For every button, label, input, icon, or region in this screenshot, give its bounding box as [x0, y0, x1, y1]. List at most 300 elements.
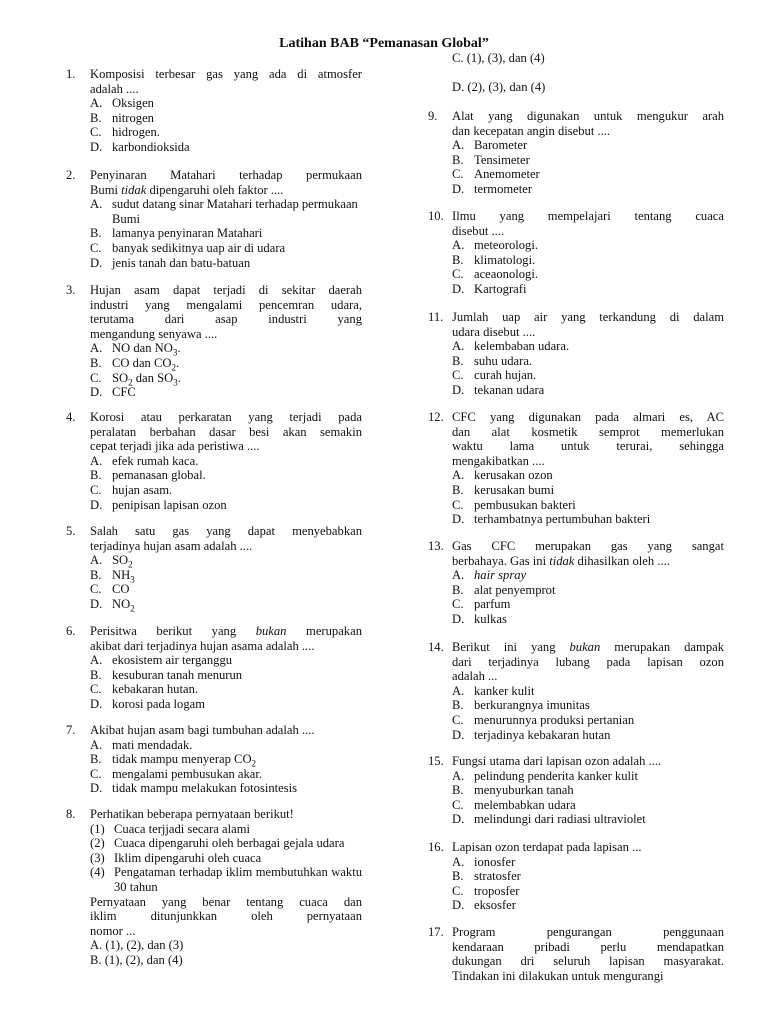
question-item [66, 807, 362, 968]
option-letter: B. [452, 698, 464, 713]
option-letter: D. [90, 139, 103, 154]
text-line: akibat dari terjadinya hujan asama adalah .... [90, 638, 315, 653]
answer-option [90, 597, 362, 612]
answer-option: D. (2), (3), dan (4) [452, 80, 546, 94]
option-text: Tensimeter [474, 152, 530, 167]
question-number: 16. [428, 840, 444, 854]
option-text: tidak mampu menyerap $CO_2$ [112, 752, 257, 769]
option-letter: A. [452, 138, 465, 153]
question-number: 1. [66, 67, 76, 81]
option-text: kebakaran hutan. [112, 682, 199, 697]
answer-option [452, 698, 724, 713]
question-text [452, 925, 724, 983]
statement-text: Pengataman terhadap iklim membutuhkan waktu 30 tahun [114, 865, 362, 894]
option-letter: B. [90, 667, 102, 682]
text-line: Salah satu gas yang dapat menyebabkan [90, 524, 362, 538]
option-text: lamanya penyinaran Matahari [112, 226, 263, 241]
statement-text: Cuaca terjjadi secara alami [114, 821, 251, 836]
answer-option [90, 197, 362, 226]
option-text: karbondioksida [112, 139, 190, 154]
option-letter: C. [90, 766, 102, 781]
question-number: 17. [428, 925, 444, 939]
option-text: menyuburkan tanah [474, 783, 574, 798]
option-text: Oksigen [112, 96, 154, 111]
question-number: 8. [66, 807, 76, 821]
option-text: aceaonologi. [474, 267, 538, 282]
option-list [452, 855, 724, 913]
option-letter: A. [452, 339, 465, 354]
text-line: mengandung senyawa .... [90, 326, 218, 341]
question-item [66, 723, 362, 796]
option-text: troposfer [474, 883, 520, 898]
question-stem [428, 925, 724, 983]
question-stem [428, 109, 724, 138]
option-text: alat penyemprot [474, 582, 556, 597]
option-text: sudut datang sinar Matahari terhadap permukaan Bumi [112, 197, 358, 226]
answer-option [452, 238, 724, 253]
text-line: dukungan dri seluruh lapisan masyarakat. [452, 954, 724, 969]
question-stem [66, 67, 362, 96]
option-letter: D. [90, 696, 103, 711]
option-text: suhu udara. [474, 353, 533, 368]
option-list [90, 653, 362, 711]
option-letter: A. [90, 453, 103, 468]
question-text [452, 209, 724, 238]
option-letter: B. [452, 869, 464, 884]
option-text: tidak mampu melakukan fotosintesis [112, 781, 298, 796]
answer-option [452, 339, 724, 354]
option-text: termometer [474, 181, 533, 196]
question-item [428, 925, 724, 983]
option-text: tekanan udara [474, 382, 545, 397]
statement-number: (3) [90, 850, 105, 865]
question-text [90, 410, 362, 454]
answer-option [90, 96, 362, 111]
answer-option [90, 341, 362, 356]
option-letter: C. [90, 370, 102, 385]
text-line: Perhatikan beberapa pernyataan berikut! [90, 807, 294, 821]
option-list [90, 341, 362, 399]
question-text [452, 840, 724, 855]
answer-option: B. (1), (2), dan (4) [90, 952, 183, 967]
option-text: NO dan $NO_3$. [112, 341, 181, 358]
option-text: jenis tanah dan batu-batuan [112, 255, 251, 270]
statement-number: (4) [90, 865, 105, 880]
answer-option [452, 869, 724, 884]
text-line: mengakibatkan .... [452, 453, 545, 468]
question-number: 11. [428, 310, 444, 324]
option-text: ekosistem air terganggu [112, 653, 233, 668]
option-letter: C. [452, 267, 464, 282]
option-list [452, 339, 724, 397]
question-text [90, 723, 362, 738]
text-line: CFC yang digunakan pada almari es, AC [452, 410, 724, 424]
option-letter: C. [452, 597, 464, 612]
question-item [66, 168, 362, 270]
question-number: 2. [66, 168, 76, 182]
option-letter: C. [452, 797, 464, 812]
option-text: banyak sedikitnya uap air di udara [112, 240, 286, 255]
answer-option [452, 597, 724, 612]
option-letter: B. [452, 152, 464, 167]
option-text: terhambatnya pertumbuhan bakteri [474, 512, 651, 527]
option-text: eksosfer [474, 898, 516, 913]
question-prompt [90, 895, 362, 939]
option-text: kerusakan bumi [474, 482, 555, 497]
answer-option [452, 898, 724, 913]
option-text: $SO_2$ [112, 553, 133, 570]
answer-option [452, 769, 724, 784]
answer-option [452, 568, 724, 583]
option-letter: D. [90, 497, 103, 512]
answer-option [452, 812, 724, 827]
option-letter: B. [452, 353, 464, 368]
option-list [90, 738, 362, 796]
answer-option [90, 483, 362, 498]
answer-option [452, 253, 724, 268]
text-line: iklim ditunjunkkan oleh pernyataan [90, 909, 362, 924]
answer-option [90, 256, 362, 271]
option-letter: C. [90, 582, 102, 597]
text-line: Berikut ini yang bukan merupakan dampak [452, 640, 725, 654]
answer-option [90, 568, 362, 583]
text-line: dan alat kosmetik semprot memerlukan [452, 424, 724, 439]
question-item [428, 310, 724, 398]
answer-option [90, 468, 362, 483]
option-letter: C. [452, 712, 464, 727]
option-text: pelindung penderita kanker kulit [474, 768, 639, 783]
question-item [66, 624, 362, 712]
option-text: Kartografi [474, 281, 527, 296]
answer-option [90, 738, 362, 753]
option-letter: B. [90, 110, 102, 125]
option-text: mati mendadak. [112, 737, 193, 752]
option-list [452, 684, 724, 742]
answer-option [90, 241, 362, 256]
text-line: dan kecepatan angin disebut .... [452, 123, 611, 138]
option-text: korosi pada logam [112, 696, 206, 711]
question-stem [66, 283, 362, 341]
text-line: Korosi atau perkaratan yang terjadi pada [90, 410, 362, 424]
option-list [90, 454, 362, 512]
answer-option [90, 125, 362, 140]
statement-text: Cuaca dipengaruhi oleh berbagai gejala udara [114, 836, 345, 851]
option-list [452, 769, 724, 827]
question-item [428, 840, 724, 913]
question-number: 3. [66, 283, 76, 297]
answer-option [90, 498, 362, 513]
option-letter: B. [90, 752, 102, 767]
option-list [90, 553, 362, 614]
option-list [452, 238, 724, 296]
option-letter: A. [452, 768, 465, 783]
answer-option [90, 371, 362, 386]
option-letter: A. [90, 96, 103, 111]
question-item [66, 524, 362, 612]
question-stem [428, 410, 724, 468]
option-letter: A. [452, 683, 465, 698]
question-stem [66, 524, 362, 553]
answer-option [90, 553, 362, 568]
answer-option [90, 653, 362, 668]
option-text: pembusukan bakteri [474, 497, 576, 512]
option-text: $NH_3$ [112, 567, 135, 585]
question-text [90, 524, 362, 553]
option-letter: A. [452, 468, 465, 483]
question-stem [428, 209, 724, 238]
question-item [428, 410, 724, 527]
text-line: Gas CFC merupakan gas yang sangat [452, 539, 724, 553]
option-text: Barometer [474, 138, 528, 153]
option-letter: C. [452, 368, 464, 383]
question-item [428, 640, 724, 742]
question-item [428, 209, 724, 297]
answer-option [90, 454, 362, 469]
option-text: hair spray [474, 568, 527, 583]
option-letter: D. [452, 611, 465, 626]
answer-option [452, 354, 724, 369]
option-letter: A. [90, 553, 103, 568]
option-letter: C. [452, 167, 464, 182]
option-letter: D. [452, 898, 465, 913]
answer-option [452, 282, 724, 297]
statement-item [90, 822, 362, 837]
question-item [66, 283, 362, 400]
answer-option [452, 182, 724, 197]
question-number: 9. [428, 109, 438, 123]
text-line: Pernyataan yang benar tentang cuaca dan [90, 894, 362, 909]
text-line: adalah .... [90, 81, 139, 96]
question-stem [66, 624, 362, 653]
question-number: 4. [66, 410, 76, 424]
question-number: 5. [66, 524, 76, 538]
option-letter: D. [452, 181, 465, 196]
question-number: 14. [428, 640, 444, 654]
answer-option [90, 582, 362, 597]
question-stem [66, 410, 362, 454]
question-text [90, 283, 362, 341]
text-line: nomor ... [90, 923, 136, 938]
option-letter: D. [90, 596, 103, 611]
option-text: melindungi dari radiasi ultraviolet [474, 812, 646, 827]
option-letter: D. [452, 382, 465, 397]
text-line: Lapisan ozon terdapat pada lapisan ... [452, 840, 642, 854]
question-stem [66, 807, 362, 822]
answer-option [90, 682, 362, 697]
answer-option [452, 267, 724, 282]
answer-option [90, 226, 362, 241]
option-letter: B. [452, 783, 464, 798]
statement-item [90, 836, 362, 851]
answer-option [452, 468, 724, 483]
text-line: Ilmu yang mempelajari tentang cuaca [452, 209, 724, 223]
option-letter: C. [90, 240, 102, 255]
text-line: Hujan asam dapat terjadi di sekitar daerah [90, 283, 362, 297]
option-letter: D. [90, 385, 103, 400]
option-text: hujan asam. [112, 482, 173, 497]
option-text: kulkas [474, 611, 507, 626]
answer-option [452, 138, 724, 153]
text-line: terutama dari asap industri yang [90, 312, 362, 327]
text-line: Akibat hujan asam bagi tumbuhan adalah .... [90, 723, 315, 737]
option-text: CFC [112, 385, 136, 400]
option-text: melembabkan udara [474, 797, 576, 812]
answer-option [452, 368, 724, 383]
option-list [452, 568, 724, 626]
question-text [452, 754, 724, 769]
option-text: hidrogen. [112, 125, 160, 140]
question-text [90, 624, 362, 653]
text-line: Tindakan ini dilakukan untuk mengurangi [452, 968, 664, 983]
option-text: kesuburan tanah menurun [112, 667, 243, 682]
question-text [452, 539, 724, 568]
question-number: 10. [428, 209, 444, 223]
question-text [452, 640, 724, 684]
text-line: waktu lama untuk terurai, sehingga [452, 439, 724, 454]
text-line: dari terjadinya lubang pada lapisan ozon [452, 654, 724, 669]
option-text: Anemometer [474, 167, 540, 182]
option-letter: A. [90, 197, 103, 212]
question-stem [428, 539, 724, 568]
answer-option [452, 167, 724, 182]
option-letter: D. [452, 812, 465, 827]
option-text: stratosfer [474, 869, 521, 884]
option-letter: A. [90, 653, 103, 668]
option-list [452, 468, 724, 526]
text-line: Komposisi terbesar gas yang ada di atmosfer [90, 67, 362, 81]
answer-option [452, 783, 724, 798]
text-line: Bumi tidak dipengaruhi oleh faktor .... [90, 182, 284, 197]
answer-option [90, 356, 362, 371]
text-line: peralatan berbahan dasar besi akan semakin [90, 424, 362, 439]
text-line: Fungsi utama dari lapisan ozon adalah .... [452, 754, 662, 768]
answer-option [452, 684, 724, 699]
question-item [66, 410, 362, 512]
option-letter: C. [452, 883, 464, 898]
option-letter: B. [90, 226, 102, 241]
option-letter: B. [452, 582, 464, 597]
text-line: cepat terjadi jika ada peristiwa .... [90, 439, 260, 454]
answer-option: A. (1), (2), dan (3) [90, 938, 184, 953]
question-item [428, 754, 724, 827]
question-item [428, 539, 724, 627]
option-letter: B. [452, 482, 464, 497]
text-line: Program pengurangan penggunaan [452, 925, 724, 939]
option-text: menurunnya produksi pertanian [474, 712, 635, 727]
question-item [66, 67, 362, 155]
answer-option [452, 855, 724, 870]
answer-option [452, 153, 724, 168]
answer-option [452, 713, 724, 728]
option-text: ionosfer [474, 854, 516, 869]
text-line: Perisitwa berikut yang bukan merupakan [90, 624, 362, 638]
option-text: CO [112, 582, 130, 597]
text-line: terjadinya hujan asam adalah .... [90, 538, 253, 553]
option-letter: D. [90, 255, 103, 270]
text-line: Alat yang digunakan untuk mengukur arah [452, 109, 724, 123]
option-letter: A. [452, 568, 465, 583]
answer-option [452, 498, 724, 513]
answer-option [452, 612, 724, 627]
option-text: penipisan lapisan ozon [112, 497, 227, 512]
option-text: klimatologi. [474, 252, 536, 267]
question-text [90, 168, 362, 197]
option-letter: A. [452, 238, 465, 253]
option-text: CO dan $CO_2$. [112, 355, 180, 373]
answer-option [90, 781, 362, 796]
question-number: 12. [428, 410, 444, 424]
text-line: udara disebut .... [452, 324, 536, 339]
question-stem [428, 640, 724, 684]
answer-option [452, 728, 724, 743]
answer-option: C. (1), (3), dan (4) [452, 51, 545, 65]
statement-text: Iklim dipengaruhi oleh cuaca [114, 850, 262, 865]
option-letter: D. [452, 281, 465, 296]
text-line: berbahaya. Gas ini tidak dihasilkan oleh .... [452, 553, 670, 568]
question-number: 6. [66, 624, 76, 638]
option-text: pemanasan global. [112, 468, 206, 483]
option-text: kelembaban udara. [474, 339, 570, 354]
text-line: adalah ... [452, 669, 498, 684]
option-letter: C. [90, 482, 102, 497]
option-text: curah hujan. [474, 368, 537, 383]
answer-option [452, 798, 724, 813]
answer-option [90, 752, 362, 767]
option-letter: D. [452, 512, 465, 527]
text-line: Jumlah uap air yang terkandung di dalam [452, 310, 724, 324]
answer-option [90, 697, 362, 712]
option-text: $SO_2$ dan $SO_3$. [112, 370, 181, 388]
text-line: disebut .... [452, 223, 505, 238]
statement-item [90, 851, 362, 866]
answer-option [90, 767, 362, 782]
answer-option [452, 383, 724, 398]
option-letter: C. [90, 682, 102, 697]
option-list [90, 96, 362, 154]
text-line: Penyinaran Matahari terhadap permukaan [90, 168, 362, 182]
option-letter: D. [90, 781, 103, 796]
option-letter: A. [452, 854, 465, 869]
answer-option [452, 512, 724, 527]
answer-option [90, 140, 362, 155]
option-list [90, 197, 362, 270]
page-title: Latihan BAB “Pemanasan Global” [279, 36, 489, 51]
answer-option [452, 583, 724, 598]
answer-option [452, 884, 724, 899]
question-stem [66, 723, 362, 738]
question-stem [66, 168, 362, 197]
option-letter: A. [90, 341, 103, 356]
option-text: nitrogen [112, 110, 154, 125]
option-letter: A. [90, 737, 103, 752]
question-item [428, 109, 724, 197]
option-letter: B. [90, 567, 102, 582]
option-text: $NO_2$ [112, 596, 135, 614]
question-number: 13. [428, 539, 444, 553]
option-letter: C. [90, 125, 102, 140]
answer-option [90, 111, 362, 126]
option-letter: B. [90, 468, 102, 483]
option-list [452, 138, 724, 196]
option-text: kerusakan ozon [474, 468, 553, 483]
text-line: industri yang mengalami pencemran udara, [90, 297, 362, 312]
question-text [90, 807, 362, 822]
question-number: 15. [428, 754, 444, 768]
question-stem [428, 754, 724, 769]
question-stem [428, 840, 724, 855]
question-text [452, 410, 724, 468]
option-text: kanker kulit [474, 683, 535, 698]
